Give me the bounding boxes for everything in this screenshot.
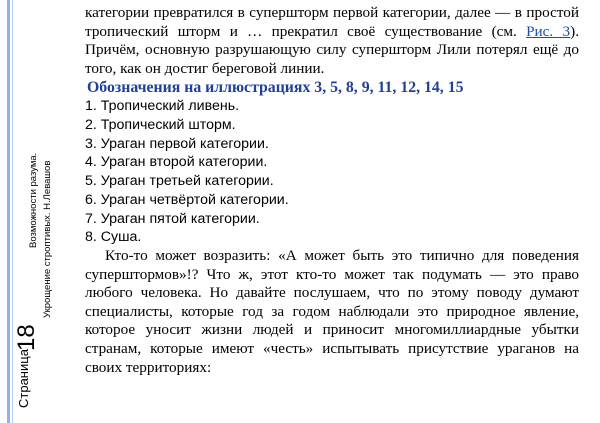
legend-list [85,97,579,247]
legend-item: 1. Тропический ливень. [85,98,240,115]
paragraph-intro [85,4,579,78]
legend-item: 5. Ураган третьей категории. [85,173,274,190]
paragraph-intro-text: категории превратился в супершторм первой категории, далее — в простой тропический шторм и … прекратил своё существование (см. [85,4,579,40]
page-sidebar [0,0,62,423]
page-label: Страница [16,349,31,408]
page-number: 18 [13,324,40,351]
paragraph-intro-tail: ). Причём, основную разрушающую силу супершторм Лили потерял ещё до того, как он достиг береговой линии. [85,22,579,77]
legend-item: 8. Суша. [85,229,142,246]
sidebar-divider-thin [12,0,13,423]
page-content [85,4,579,377]
legend-item: 4. Ураган второй категории. [85,154,268,171]
figure-link[interactable]: Рис. 3 [526,22,571,40]
paragraph-main: Кто-то может возразить: «А может быть это типично для поведения суперштормов»!? Что ж, этот кто-то может так подумать — это право любого человека. Но давайте послушаем, что по этому поводу думают специалисты, которые год за годом наблюдали это природное явление, которое уносит жизни людей и приносит многомиллиардные убытки странам, которые имеют «честь» испытывать присутствие ураганов на своих территориях: [85,247,579,376]
legend-item: 6. Ураган четвёртой категории. [85,191,289,208]
legend-heading: Обозначения на иллюстрациях 3, 5, 8, 9, 11, 12, 14, 15 [87,79,464,97]
legend-item: 7. Ураган пятой категории. [85,210,260,227]
book-title: Возможности разума. [28,152,39,248]
legend-item: 2. Тропический шторм. [85,117,236,134]
legend-item: 3. Ураган первой категории. [85,135,269,152]
book-subtitle-author: Укрощение строптивых. Н.Левашов [42,160,53,318]
sidebar-divider [7,0,10,423]
